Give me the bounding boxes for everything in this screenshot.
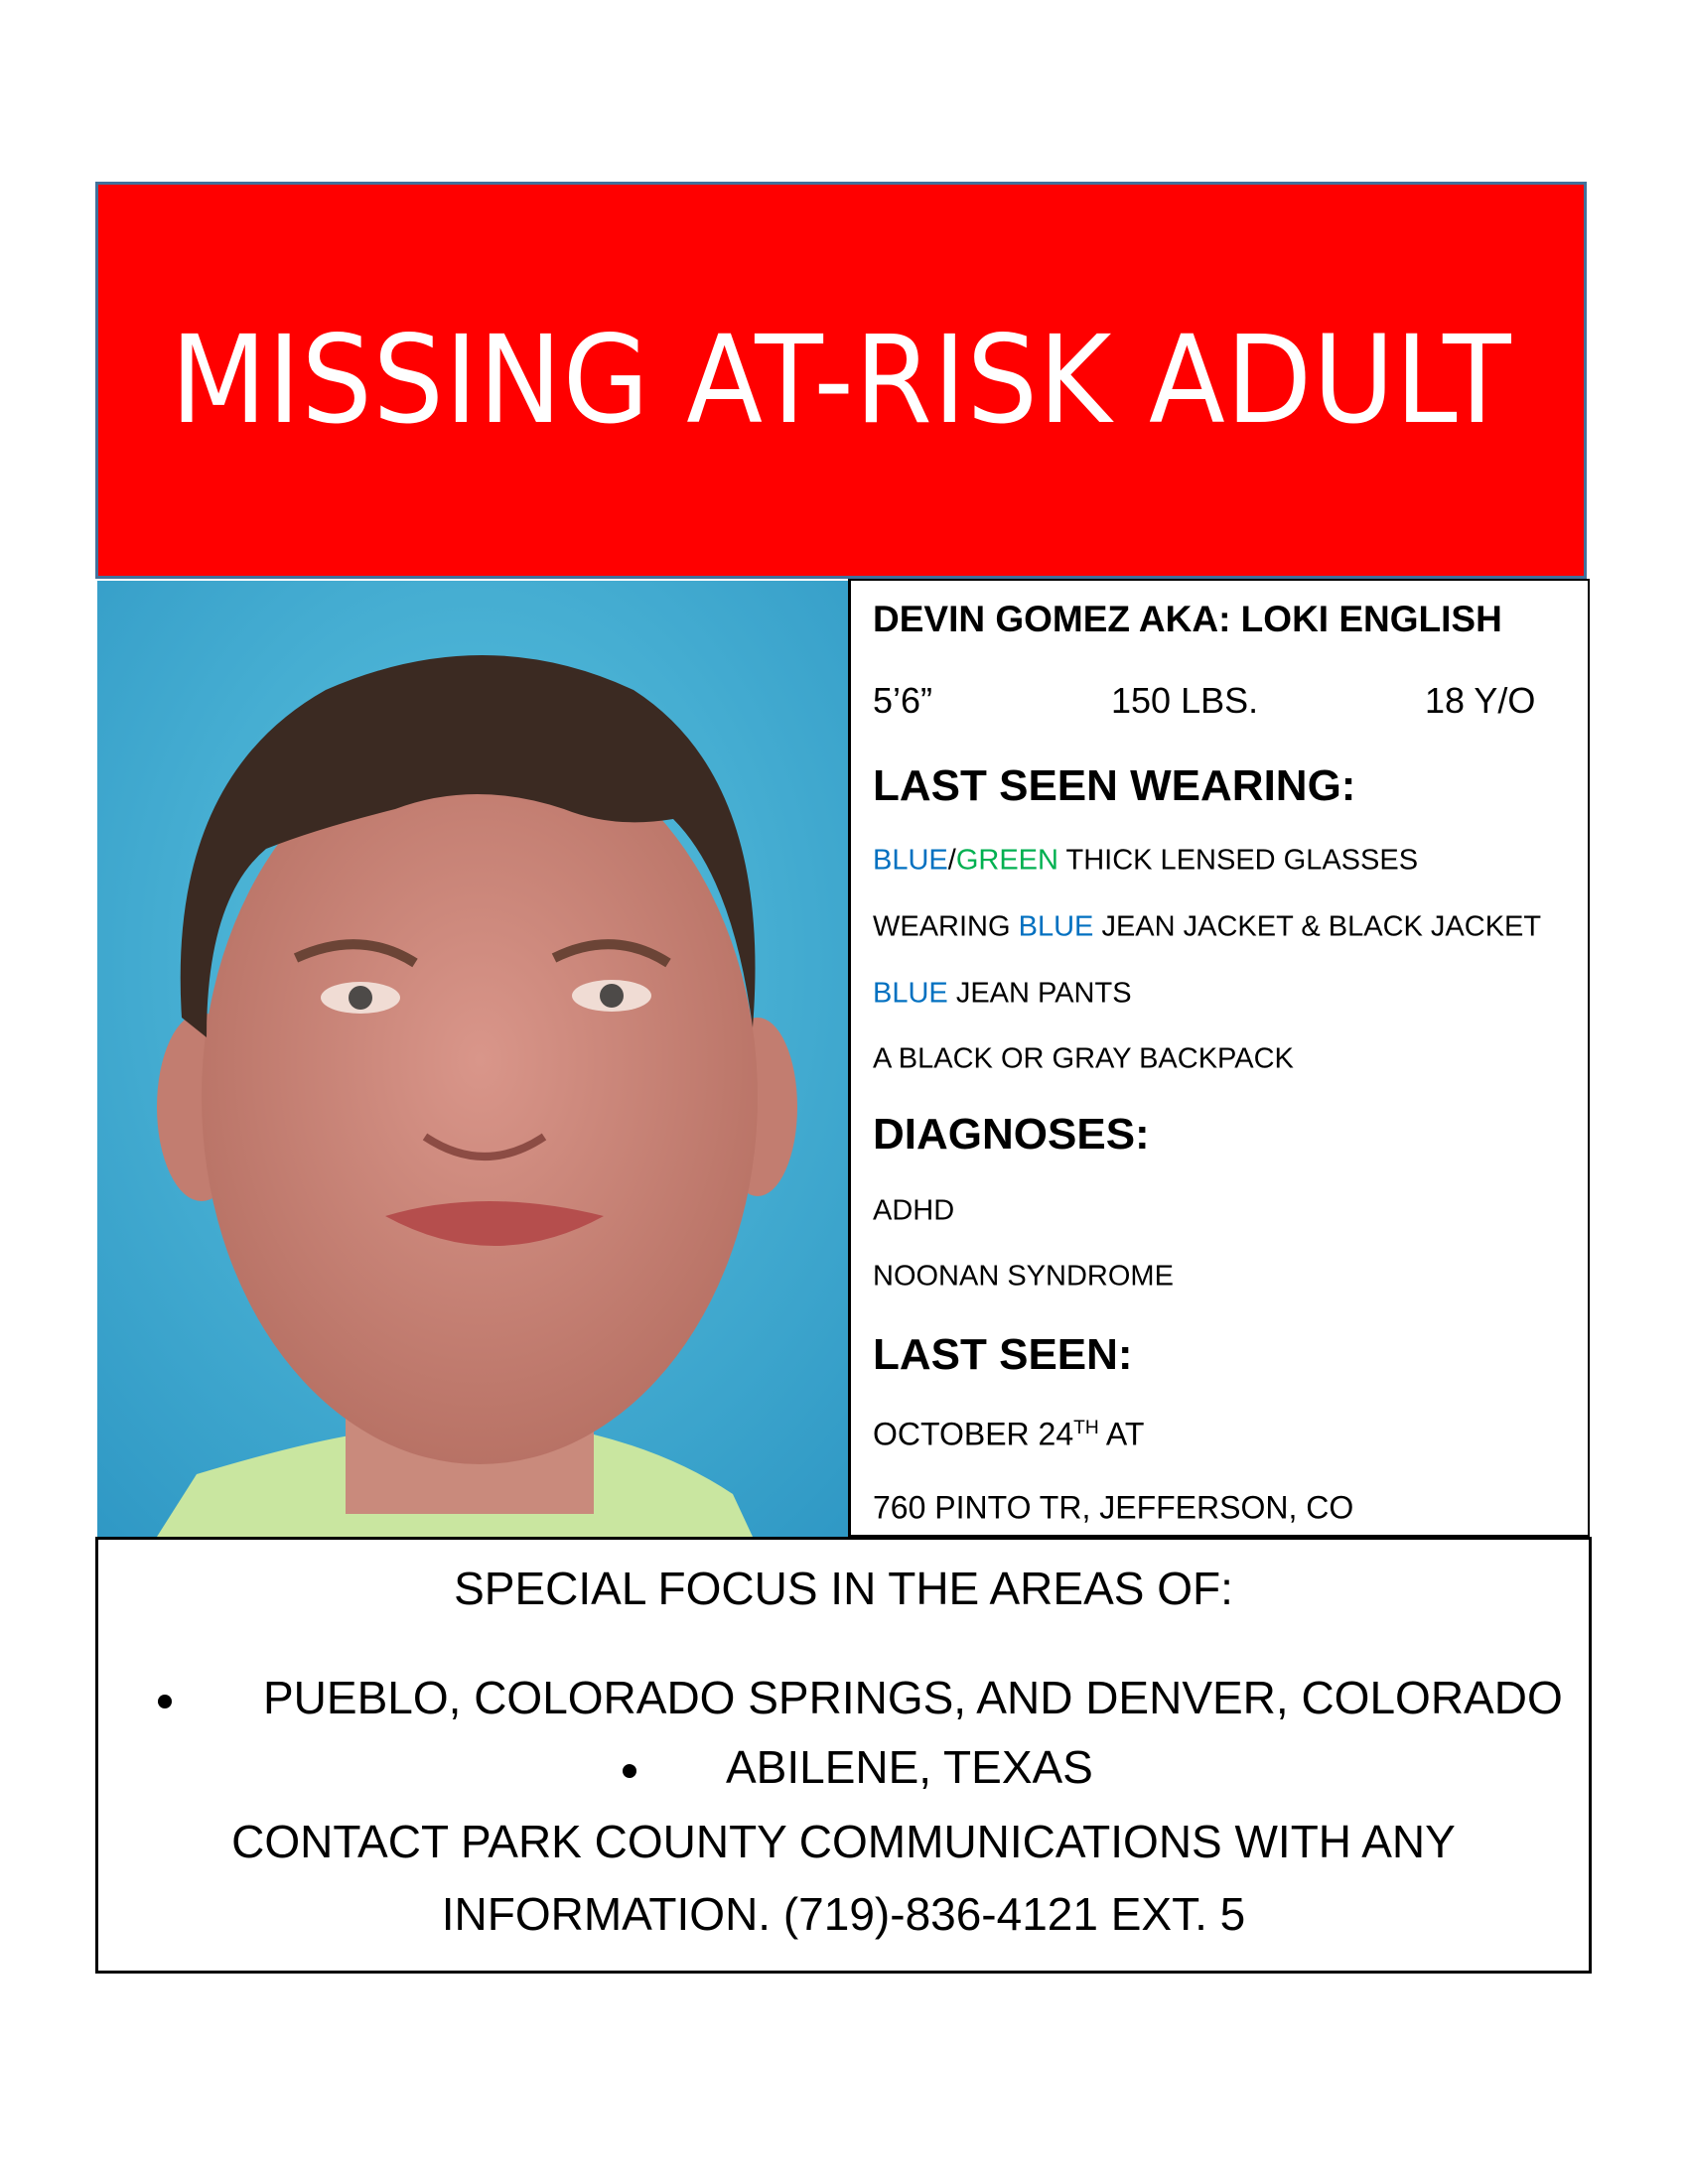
contact-line: CONTACT PARK COUNTY COMMUNICATIONS WITH ANY <box>231 1816 1456 1867</box>
last-seen-date <box>873 1417 1144 1453</box>
item-text: THICK LENSED GLASSES <box>1057 844 1419 877</box>
slash: / <box>947 844 956 877</box>
date-suffix: TH <box>1073 1417 1099 1438</box>
item-text: JEAN JACKET & BLACK JACKET <box>1093 910 1542 943</box>
item-text: WEARING <box>873 910 1019 943</box>
title-banner <box>95 182 1587 579</box>
person-age: 18 Y/O <box>1425 680 1536 721</box>
wearing-item-pants <box>873 978 1132 1011</box>
person-height: 5’6” <box>873 680 933 721</box>
diagnosis-item: NOONAN SYNDROME <box>873 1260 1174 1293</box>
date-text: AT <box>1098 1416 1145 1452</box>
special-focus-box <box>95 1537 1592 1974</box>
wearing-item-jacket <box>873 911 1541 944</box>
bullet-icon <box>623 1764 636 1778</box>
wearing-item-glasses <box>873 845 1418 878</box>
color-word: GREEN <box>955 844 1058 877</box>
diagnosis-item: ADHD <box>873 1194 955 1227</box>
bullet-icon <box>158 1695 172 1708</box>
person-name: DEVIN GOMEZ AKA: LOKI ENGLISH <box>873 599 1502 639</box>
focus-area-text: ABILENE, TEXAS <box>726 1741 1093 1793</box>
focus-area-text: PUEBLO, COLORADO SPRINGS, AND DENVER, COLORADO <box>263 1672 1563 1723</box>
contact-phone-line: INFORMATION. (719)-836-4121 EXT. 5 <box>441 1888 1246 1940</box>
last-seen-heading: LAST SEEN: <box>873 1330 1133 1379</box>
wearing-heading: LAST SEEN WEARING: <box>873 761 1356 810</box>
person-details-panel <box>848 579 1590 1537</box>
focus-area-item <box>98 1671 1589 1724</box>
focus-heading: SPECIAL FOCUS IN THE AREAS OF: <box>454 1563 1233 1614</box>
diagnoses-heading: DIAGNOSES: <box>873 1110 1150 1159</box>
last-seen-address: 760 PINTO TR, JEFFERSON, CO <box>873 1489 1354 1526</box>
person-photo <box>97 581 848 1537</box>
flyer-title: MISSING AT-RISK ADULT <box>170 310 1512 451</box>
person-weight: 150 LBS. <box>1111 680 1259 721</box>
date-text: OCTOBER 24 <box>873 1416 1074 1452</box>
focus-area-item <box>98 1740 1589 1794</box>
color-word: BLUE <box>873 977 948 1010</box>
color-word: BLUE <box>873 844 948 877</box>
wearing-item-backpack: A BLACK OR GRAY BACKPACK <box>873 1042 1294 1075</box>
color-word: BLUE <box>1018 910 1094 943</box>
item-text: JEAN PANTS <box>947 977 1132 1010</box>
